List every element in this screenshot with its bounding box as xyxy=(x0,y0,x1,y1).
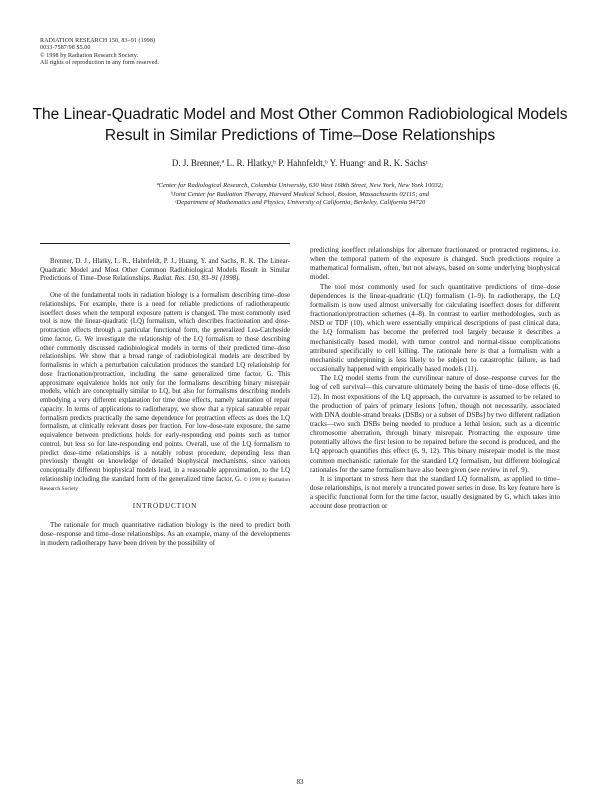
abstract xyxy=(40,292,290,493)
journal-header xyxy=(40,38,340,68)
author-list: D. J. Brenner,ª L. R. Hlatky,ᵇ P. Hahnfeldt,ᵇ Y. Huangᶜ and R. K. Sachsᶜ xyxy=(171,158,429,168)
citation-text: Brenner, D. J., Hlatky, L. R., Hahnfeldt, P. J., Huang, Y. and Sachs, R. K. The Linear-Quadratic Model and Most Other Common Radiobiological Models Result in Similar Predictions of Time–Dose Relationships. xyxy=(40,258,290,283)
introduction-heading: INTRODUCTION xyxy=(132,502,198,511)
rights-line: All rights of reproduction in any form reserved. xyxy=(40,60,160,67)
body-paragraph-4: It is important to stress here that the standard LQ formalism, as applied to time–dose relationships, is not merely a truncated power series in dose. Its key feature here is a specific functional form for the time factor, usually designated by G, which takes into account dose protraction or xyxy=(310,474,560,511)
page-number: 83 xyxy=(296,778,304,786)
introduction-paragraph: The rationale for much quantitative radiation biology is the need to predict both dose–response and time–dose relationships. As an example, many of the developments in modern radiotherapy have been driven by the possibility of xyxy=(40,520,290,547)
citation-journal: Radiat. Res. 150, 83–91 (1998). xyxy=(153,275,240,283)
body-paragraph-2: The tool most commonly used for such quantitative predictions of time–dose dependences is the linear-quadratic (LQ) formalism (1–9). In radiotherapy, the LQ formalism is now used almost universally for calculating isoeffect doses for different fractionation/protraction schemes (4–8). In contrast to earlier methodologies, such as NSD or TDF (10), which were essentially empirical descriptions of past clinical data, the LQ formalism has become the preferred tool largely because it describes a mechanistically based model, with tumor control and normal-tissue complications attributed specifically to cell killing. The rationale here is that a formalism with a mechanistic underpinning is less likely to be subject to catastrophic failure, as had occasionally happened with empirically based models (11). xyxy=(310,282,560,374)
journal-name: RADIATION RESEARCH 150, 83–91 (1998) xyxy=(40,38,156,44)
abstract-copyright: © 1998 by Radiation Research Society xyxy=(40,476,290,492)
affiliations xyxy=(40,182,560,208)
citation xyxy=(40,258,290,284)
right-column xyxy=(310,246,560,512)
citation-rule xyxy=(40,243,290,244)
issn: 0033-7587/98 $5.00 xyxy=(40,45,91,52)
affiliation-c: ᶜDepartment of Mathematics and Physics, University of California, Berkeley, California 94720 xyxy=(174,199,426,207)
body-paragraph-1: predicting isoeffect relationships for alternate fractionated or protracted regimens, i.e. when the temporal pattern of the exposure is changed. Such predictions require a mathematical formalism, often, but not always, based on some underlying biophysical model. xyxy=(310,246,560,282)
paper-title: The Linear-Quadratic Model and Most Other Common Radiobiological Models Result in Similar Predictions of Time–Dose Relationships xyxy=(32,106,568,144)
affiliation-b: ᵇJoint Center for Radiation Therapy, Harvard Medical School, Boston, Massachusetts 02115; and xyxy=(170,190,430,198)
abstract-text: One of the fundamental tools in radiation biology is a formalism describing time–dose relationships. For example, there is a need for reliable predictions of radiotherapeutic isoeffect doses when the temporal exposure pattern is changed. The most commonly used tool is now the linear-quadratic (LQ) formalism, which describes fractionation and dose-protraction effects through a particular functional form, the generalized Lea-Catcheside time factor, G. We investigate the relationship of the LQ formalism to those describing other commonly discussed radiobiological models in terms of their predicted time–dose relationships. We show that a broad range of radiobiological models are described by formalisms in which a perturbation calculation produces the standard LQ relationship for dose fractionation/protraction, including the same generalized time factor, G. This approximate equivalence holds not only for the formalisms describing binary misrepair models, which are conceptually similar to LQ, but also for formalisms describing models embodying a very different explanation for time dose effects, namely saturation of repair capacity. In terms of applications to radiotherapy, we show that a typical saturable repair formalism predicts practically the same dependence for protraction effects as does the LQ formalism, at clinically relevant doses per fraction. For low-dose-rate exposure, the same equivalence between predictions holds for early-responding end points such as tumor control, but less so for late-responding end points. Overall, use of the LQ formalism to predict dose–time relationships is a notably robust procedure, depending less than previously thought on knowledge of detailed biophysical mechanisms, since various conceptually different biophysical models lead, in a reasonable approximation, to the LQ relationship including the standard form of the generalized time factor, G. xyxy=(40,292,290,483)
left-column xyxy=(40,246,290,548)
body-paragraph-3: The LQ model stems from the curvilinear nature of dose–response curves for the log of cell survival—this curvature ultimately being the basis of time–dose effects (6, 12). In most expositions of the LQ approach, the curvature is assumed to be related to the production of pairs of primary lesions [often, though not necessarily, associated with DNA double-strand breaks (DSBs) or a subset of DSBs] by two different radiation tracks—two such DSBs being needed to produce a lethal lesion, such as a dicentric chromosome aberration, through binary misrepair. Protracting the exposure time potentially allows the first lesion to be repaired before the second is produced, and the LQ approach quantifies this effect (6, 9, 12). This binary misrepair model is the most common mechanistic rationale for the standard LQ formalism, but different biological rationales for the same formalism have also been given (see review in ref. 9). xyxy=(310,374,560,474)
affiliation-a: ªCenter for Radiological Research, Columbia University, 630 West 168th Street, New York, New York 10032; xyxy=(156,182,444,189)
copyright-line: © 1998 by Radiation Research Society. xyxy=(40,52,139,59)
